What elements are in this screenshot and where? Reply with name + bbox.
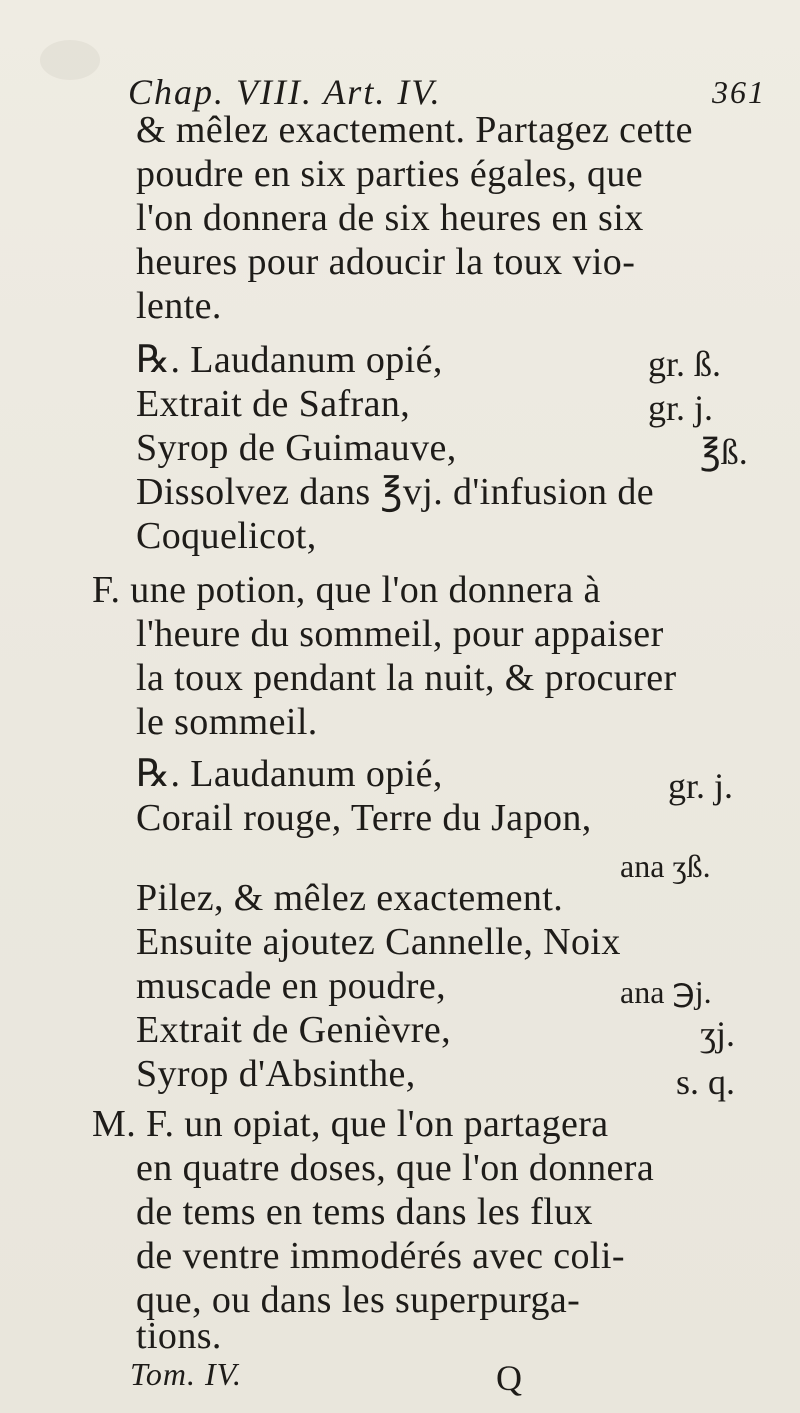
- text-line: que, ou dans les superpurga-: [136, 1279, 581, 1321]
- recipe-dose: gr. j.: [648, 388, 714, 428]
- recipe-ingredient: Corail rouge, Terre du Japon,: [136, 797, 592, 839]
- recipe-ingredient: ℞. Laudanum opié,: [136, 339, 443, 381]
- recipe-ingredient: ℞. Laudanum opié,: [136, 753, 443, 795]
- recipe-ingredient: Syrop de Guimauve,: [136, 427, 457, 469]
- text-line: M. F. un opiat, que l'on partagera: [92, 1103, 609, 1145]
- text-line: en quatre doses, que l'on donnera: [136, 1147, 655, 1189]
- recipe-ingredient: muscade en poudre,: [136, 965, 447, 1007]
- text-line: F. une potion, que l'on donnera à: [92, 569, 601, 611]
- text-line: de tems en tems dans les flux: [136, 1191, 593, 1233]
- recipe-dose: ʒj.: [700, 1014, 735, 1054]
- text-line: le sommeil.: [136, 701, 318, 743]
- recipe-dose: ana ℈j.: [620, 974, 712, 1010]
- text-line: Pilez, & mêlez exactement.: [136, 877, 564, 919]
- text-line: la toux pendant la nuit, & procurer: [136, 657, 677, 699]
- text-line: l'on donnera de six heures en six: [136, 197, 644, 239]
- text-line: tions.: [136, 1315, 222, 1357]
- recipe-ingredient: Extrait de Genièvre,: [136, 1009, 452, 1051]
- running-title: Chap. VIII. Art. IV.: [128, 72, 442, 112]
- recipe-dose: gr. ß.: [648, 344, 722, 384]
- text-line: Ensuite ajoutez Cannelle, Noix: [136, 921, 621, 963]
- volume-mark: Tom. IV.: [130, 1356, 243, 1392]
- text-line: lente.: [136, 285, 222, 327]
- text-line: poudre en six parties égales, que: [136, 153, 644, 195]
- text-line: Dissolvez dans ℥vj. d'infusion de: [136, 471, 654, 513]
- text-line: de ventre immodérés avec coli-: [136, 1235, 625, 1277]
- text-line: Coquelicot,: [136, 515, 317, 557]
- recipe-dose: ℥ß.: [700, 432, 748, 472]
- text-line: & mêlez exactement. Partagez cette: [136, 109, 693, 151]
- recipe-ingredient: Extrait de Safran,: [136, 383, 411, 425]
- recipe-dose: s. q.: [676, 1062, 736, 1102]
- signature-mark: Q: [496, 1358, 523, 1398]
- text-line: l'heure du sommeil, pour appaiser: [136, 613, 664, 655]
- recipe-dose: ana ʒß.: [620, 848, 711, 884]
- recipe-dose: gr. j.: [668, 766, 734, 806]
- recipe-ingredient: Syrop d'Absinthe,: [136, 1053, 416, 1095]
- paper-stain: [40, 40, 100, 80]
- page-number: 361: [712, 74, 766, 110]
- text-line: heures pour adoucir la toux vio-: [136, 241, 636, 283]
